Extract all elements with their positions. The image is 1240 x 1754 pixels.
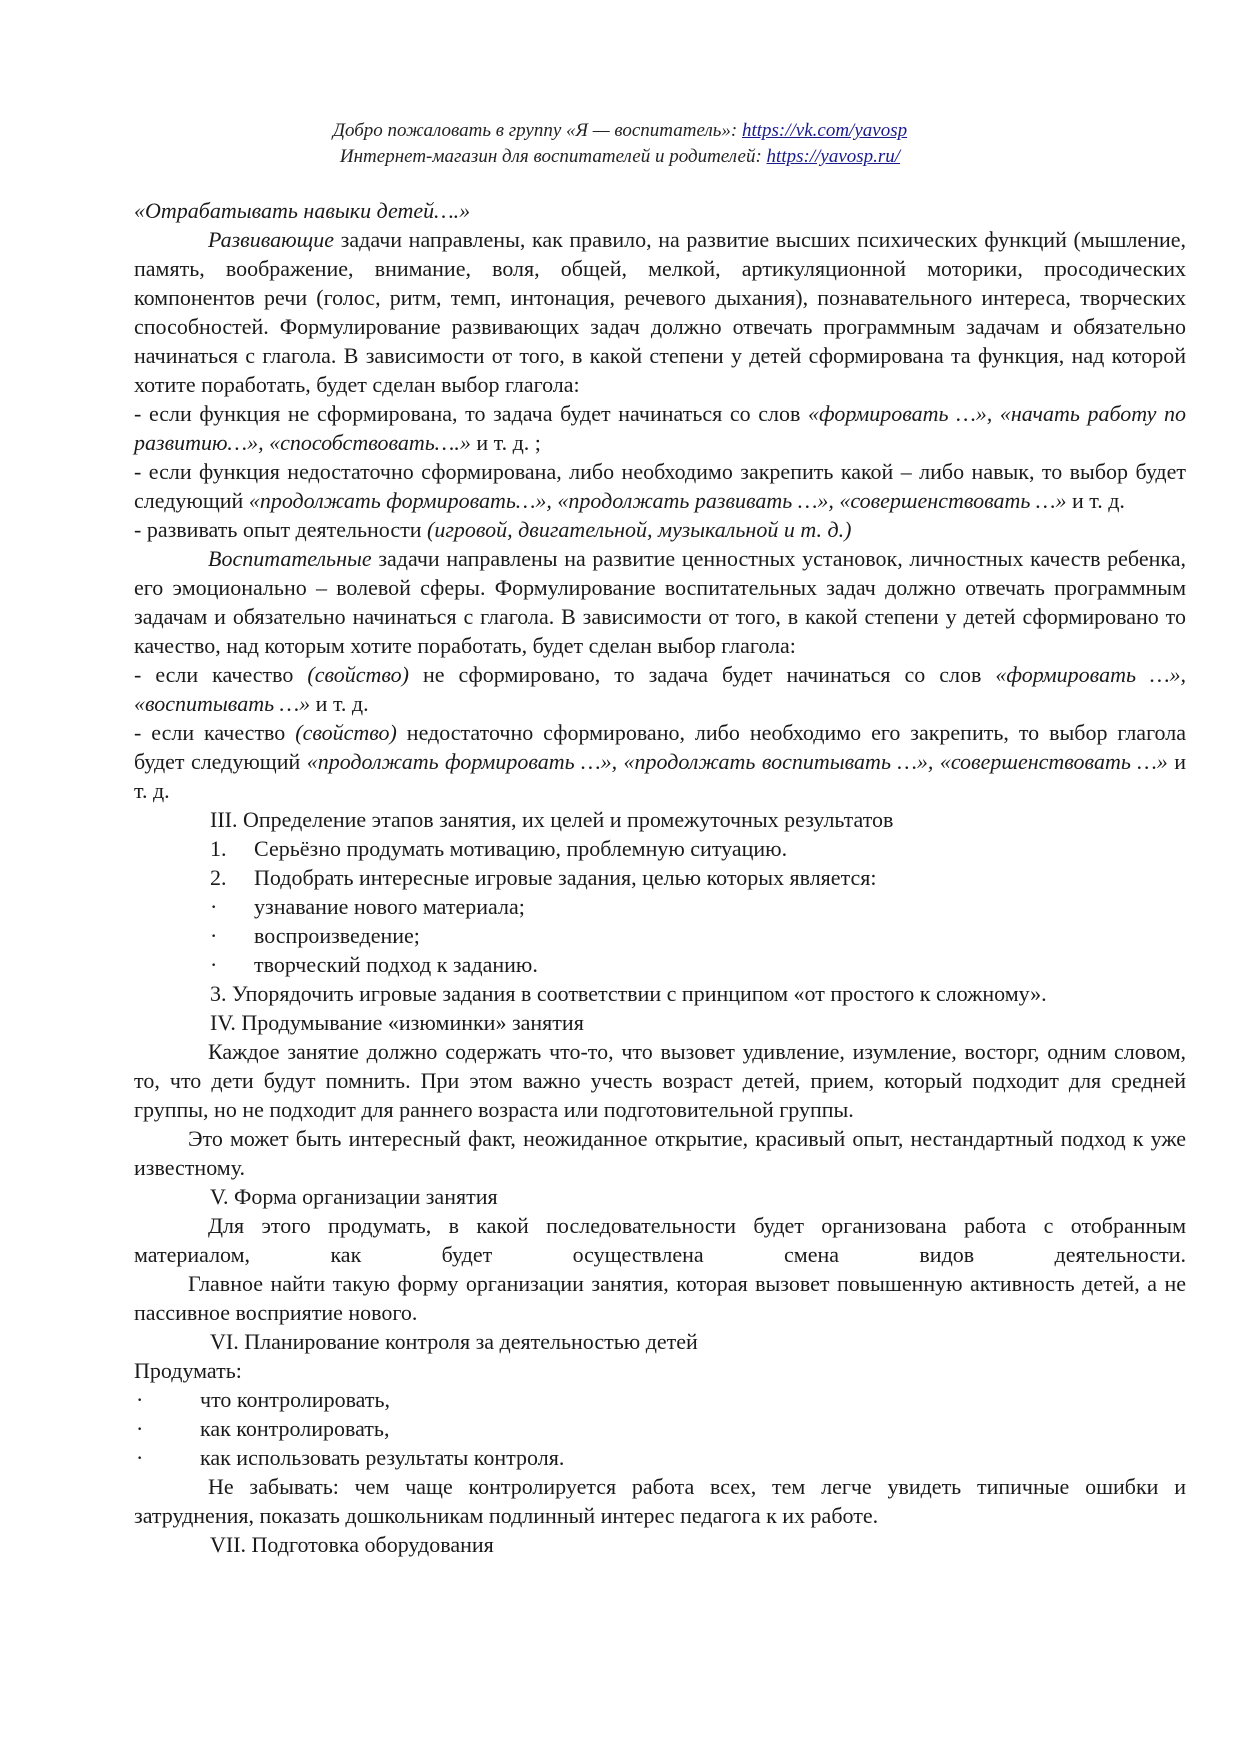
numbered-item-3: 3. Упорядочить игровые задания в соответствии с принципом «от простого к сложному». — [210, 981, 1047, 1006]
section-4-title: IV. Продумывание «изюминки» занятия — [210, 1010, 584, 1035]
bullet-icon: · — [210, 894, 218, 919]
educational-term: Воспитательные — [208, 546, 372, 571]
section-6-title: VI. Планирование контроля за деятельностью детей — [210, 1329, 698, 1354]
section-6-paragraph: Не забывать: чем чаще контролируется работа всех, тем легче увидеть типичные ошибки и затруднения, показать дошкольникам подлинный интерес педагога к их работе. — [134, 1474, 1186, 1528]
bullet-icon: · — [136, 1387, 144, 1412]
list-item: · как использовать результаты контроля. — [136, 1445, 565, 1470]
educational-tasks-paragraph: Воспитательные задачи направлены на развитие ценностных установок, личностных качеств ребенка, его эмоционально – волевой сферы. Формулирование воспитательных задач должно отвечать программным задачам и обязательно начинаться с глагола. В зависимости от того, в какой степени у детей сформировано то качество, над которым хотите поработать, будет сделан выбор глагола: — [134, 546, 1186, 658]
section-5-paragraph-1: Для этого продумать, в какой последовательности будет организована работа с отобранным материалом, как будет осуществлена смена видов деятельности. — [134, 1213, 1186, 1267]
developmental-tasks-paragraph: Развивающие задачи направлены, как правило, на развитие высших психических функций (мышление, память, воображение, внимание, воля, общей, мелкой, артикуляционной моторики, просодических компонентов речи (голос, ритм, темп, интонация, речевого дыхания), познавательного интереса, творческих способностей. Формулирование развивающих задач должно отвечать программным задачам и обязательно начинаться с глагола. В зависимости от того, в какой степени у детей сформирована та функция, над которой хотите поработать, будет сделан выбор глагола: — [134, 227, 1187, 397]
list-item: · творческий подход к заданию. — [210, 952, 538, 977]
bullet-icon: · — [136, 1416, 144, 1441]
header-line-2 — [0, 144, 1240, 170]
shop-link[interactable]: https://yavosp.ru/ — [766, 146, 901, 167]
header-line-1 — [0, 118, 1240, 144]
numbered-item: 2. Подобрать интересные игровые задания, целью которых является: — [210, 865, 877, 890]
vk-group-link[interactable]: https://vk.com/yavosp — [741, 120, 908, 141]
dev-case-2: - если функция недостаточно сформирована, либо необходимо закрепить какой – либо навык, то выбор будет следующий «продолжать формировать…», «продолжать развивать …», «совершенствовать …» и т. д. — [134, 459, 1186, 513]
dev-case-1: - если функция не сформирована, то задача будет начинаться со слов «формировать …», «начать работу по развитию…», «способствовать….» и т. д. ; — [134, 401, 1187, 455]
section-5-paragraph-2: Главное найти такую форму организации занятия, которая вызовет повышенную активность детей, а не пассивное восприятие нового. — [134, 1271, 1186, 1325]
section-6-lead: Продумать: — [134, 1358, 242, 1383]
dev-case-3: - развивать опыт деятельности (игровой, двигательной, музыкальной и т. д.) — [134, 517, 852, 542]
list-item: · что контролировать, — [136, 1387, 391, 1412]
bullet-icon: · — [210, 952, 218, 977]
edu-case-1: - если качество (свойство) не сформировано, то задача будет начинаться со слов «формировать …», «воспитывать …» и т. д. — [134, 662, 1187, 716]
bullet-icon: · — [210, 923, 218, 948]
edu-case-2: - если качество (свойство) недостаточно сформировано, либо необходимо его закрепить, то выбор глагола будет следующий «продолжать формировать …», «продолжать воспитывать …», «совершенствовать …» и т. д. — [134, 720, 1186, 803]
section-4-paragraph-2: Это может быть интересный факт, неожиданное открытие, красивый опыт, нестандартный подход к уже известному. — [134, 1126, 1186, 1180]
document-body — [134, 196, 1186, 1559]
group-welcome-text: Добро пожаловать в группу «Я — воспитатель»: — [332, 120, 738, 141]
list-item: · как контролировать, — [136, 1416, 390, 1441]
list-item: · воспроизведение; — [210, 923, 420, 948]
list-item: · узнавание нового материала; — [210, 894, 525, 919]
section-4-paragraph-1: Каждое занятие должно содержать что-то, что вызовет удивление, изумление, восторг, одним словом, то, что дети будут помнить. При этом важно учесть возраст детей, прием, который подходит для средней группы, но не подходит для раннего возраста или подготовительной группы. — [134, 1039, 1186, 1122]
section-3-title: III. Определение этапов занятия, их целей и промежуточных результатов — [210, 807, 894, 832]
numbered-item: 1. Серьёзно продумать мотивацию, проблемную ситуацию. — [210, 836, 788, 861]
developmental-term: Развивающие — [208, 227, 335, 252]
section-5-title: V. Форма организации занятия — [210, 1184, 498, 1209]
page-header — [0, 118, 1240, 170]
shop-text: Интернет-магазин для воспитателей и родителей: — [339, 146, 762, 167]
section-7-title: VII. Подготовка оборудования — [210, 1532, 494, 1557]
bullet-icon: · — [136, 1445, 144, 1470]
quote-line: «Отрабатывать навыки детей….» — [134, 198, 471, 223]
